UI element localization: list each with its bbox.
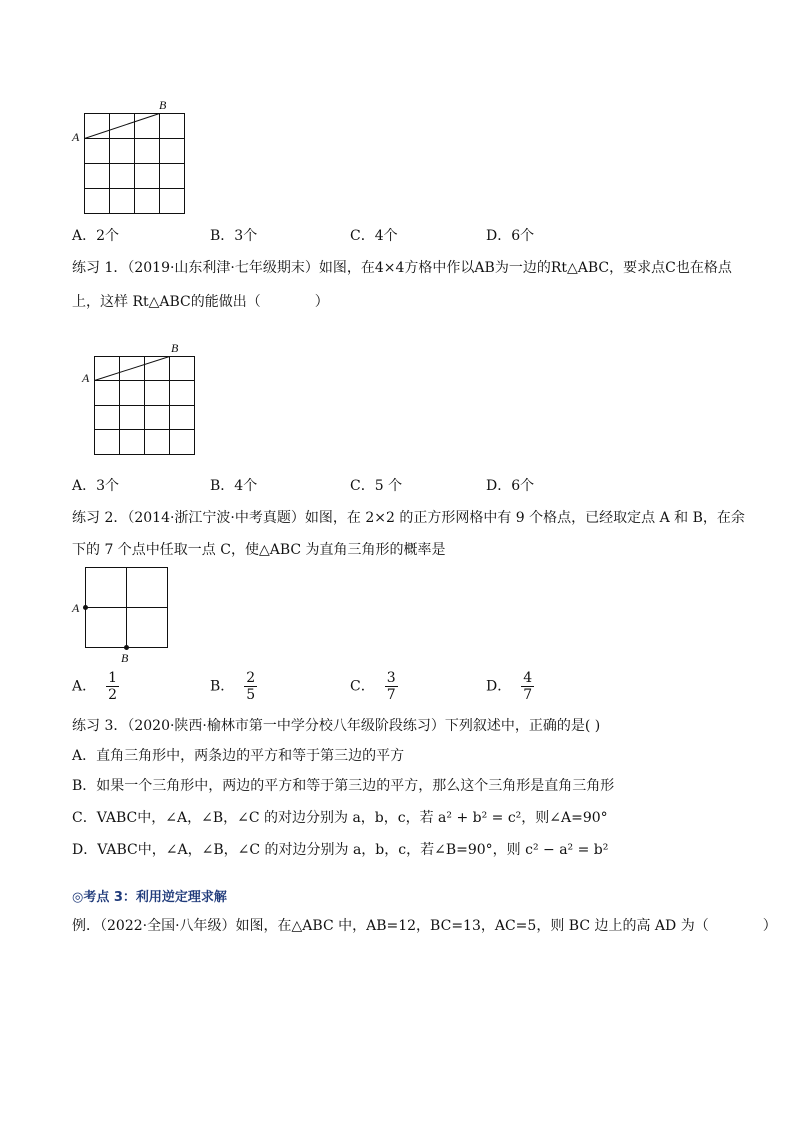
fraction: $\frac{4}{7}$ [523,670,533,703]
exercise-3-option-b: B．如果一个三角形中，两边的平方和等于第三边的平方，那么这个三角形是直角三角形 [72,778,615,794]
point-label-a: A [72,601,80,615]
option-c: C． $\frac{3}{7}$ [350,670,396,703]
option-d: D．6个 [486,478,535,494]
figure-grid-1 [70,96,190,218]
point-label-b: B [171,341,179,355]
point-label-b: B [121,651,129,665]
option-a: A．2个 [72,228,120,244]
option-c: C．4个 [350,228,398,244]
figure-grid-2 [80,340,200,456]
section-heading: ◎考点 3：利用逆定理求解 [72,890,227,905]
option-b: B． $\frac{2}{5}$ [210,670,256,703]
option-d: D．6个 [486,228,535,244]
exercise-1-line-1: 练习 1．（2019·山东利津·七年级期末）如图，在4×4方格中作以AB为一边的Rt△ABC，要求点C也在格点 [72,260,732,276]
point-b-dot [124,645,129,650]
figure-grid-3 [70,562,174,668]
exercise-3-option-d: D．VABC中，∠A，∠B，∠C 的对边分别为 a，b，c，若∠B=90°，则 c² − a² = b² [72,842,609,858]
option-d: D． $\frac{4}{7}$ [486,670,533,703]
option-a: A．3个 [72,478,120,494]
point-label-a: A [82,371,90,385]
option-b: B．4个 [210,478,258,494]
exercise-3-stem: 练习 3．（2020·陕西·榆林市第一中学分校八年级阶段练习）下列叙述中，正确的是( ) [72,718,601,734]
fraction: $\frac{3}{7}$ [386,670,396,703]
exercise-3-option-c: C．VABC中，∠A，∠B，∠C 的对边分别为 a，b，c，若 a² + b² = c²，则∠A=90° [72,810,608,826]
exercise-2-options [72,670,772,710]
fraction: $\frac{2}{5}$ [246,670,256,703]
exercise-3-option-a: A．直角三角形中，两条边的平方和等于第三边的平方 [72,748,405,764]
example-line: 例．（2022·全国·八年级）如图，在△ABC 中，AB=12，BC=13，AC=5，则 BC 边上的高 AD 为（ ） [72,918,777,934]
point-label-a: A [72,130,80,144]
option-c: C．5 个 [350,478,403,494]
point-a-dot [83,605,88,610]
option-a: A． $\frac{1}{2}$ [72,670,118,703]
point-label-b: B [159,98,167,112]
fraction: $\frac{1}{2}$ [108,670,118,703]
exercise-2-line-1: 练习 2．（2014·浙江宁波·中考真题）如图，在 2×2 的正方形网格中有 9 个格点，已经取定点 A 和 B，在余 [72,510,745,526]
exercise-1-line-2: 上，这样 Rt△ABC的能做出（ ） [72,294,329,310]
exercise-2-line-2: 下的 7 个点中任取一点 C，使△ABC 为直角三角形的概率是 [72,542,446,558]
option-b: B．3个 [210,228,258,244]
